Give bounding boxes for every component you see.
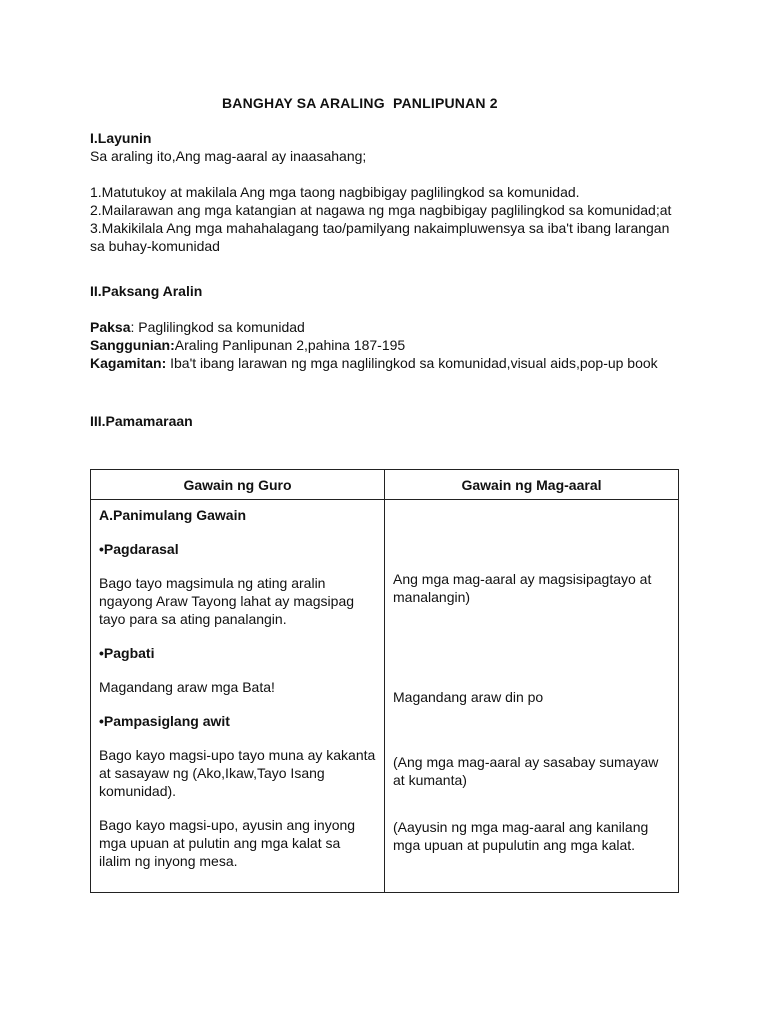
paksa-value: : Paglilingkod sa komunidad — [130, 319, 305, 335]
table-header-row — [91, 470, 679, 500]
magaaral-ayusin: (Aayusin ng mga mag-aaral ang kanilang mga upuan at pupulutin ang mga kalat. — [393, 819, 649, 853]
panimulang-heading: A.Panimulang Gawain — [99, 507, 247, 523]
table-body-row — [91, 500, 679, 893]
sanggunian-label: Sanggunian: — [90, 337, 175, 353]
sanggunian-line — [90, 336, 690, 354]
document-title: BANGHAY SA ARALING PANLIPUNAN 2 — [222, 95, 498, 111]
step-title-pagbati: •Pagbati — [99, 645, 155, 661]
step-title-awit: •Pampasiglang awit — [99, 713, 230, 729]
magaaral-pagdarasal: Ang mga mag-aaral ay magsisipagtayo at manalangin) — [393, 571, 652, 605]
kagamitan-line — [90, 354, 690, 372]
objective-item: 3.Makikilala Ang mga mahahalagang tao/pamilyang nakaimpluwensya sa iba't ibang larangan — [90, 220, 670, 236]
objective-item: sa buhay-komunidad — [90, 238, 220, 254]
kagamitan-label: Kagamitan: — [90, 355, 167, 371]
guro-ayusin: Bago kayo magsi-upo, ayusin ang inyong mga upuan at pulutin ang mga kalat sa ilalim ng inyong mesa. — [99, 817, 356, 869]
guro-pagdarasal: Bago tayo magsimula ng ating aralin ngayong Araw Tayong lahat ay magsipag tayo para sa ating panalangin. — [99, 575, 355, 627]
step-title-pagdarasal: •Pagdarasal — [99, 541, 179, 557]
objective-item: 2.Mailarawan ang mga katangian at nagawa ng mga nagbibigay paglilingkod sa komunidad;at — [90, 202, 672, 218]
pamamaraan-heading: III.Pamamaraan — [90, 413, 193, 429]
layunin-section — [90, 129, 690, 255]
magaaral-pagbati: Magandang araw din po — [393, 689, 544, 705]
magaaral-awit: (Ang mga mag-aaral ay sasabay sumayaw at kumanta) — [393, 754, 659, 788]
kagamitan-value: Iba't ibang larawan ng mga naglilingkod sa komunidad,visual aids,pop-up book — [166, 355, 658, 371]
layunin-intro: Sa araling ito,Ang mag-aaral ay inaasahang; — [90, 148, 367, 164]
guro-pagbati: Magandang araw mga Bata! — [99, 679, 275, 695]
guro-awit: Bago kayo magsi-upo tayo muna ay kakanta at sasayaw ng (Ako,Ikaw,Tayo Isang komunidad). — [99, 747, 376, 799]
header-guro: Gawain ng Guro — [91, 470, 385, 500]
paksa-label: Paksa — [90, 319, 131, 335]
lesson-table — [90, 469, 679, 893]
paksang-details — [90, 318, 690, 372]
paksang-aralin-heading: II.Paksang Aralin — [90, 283, 203, 299]
header-magaaral: Gawain ng Mag-aaral — [385, 470, 679, 500]
objective-item: 1.Matutukoy at makilala Ang mga taong nagbibigay paglilingkod sa komunidad. — [90, 184, 580, 200]
paksa-line — [90, 318, 690, 336]
magaaral-cell — [385, 500, 679, 893]
guro-cell — [91, 500, 385, 893]
sanggunian-value: Araling Panlipunan 2,pahina 187-195 — [174, 337, 406, 353]
layunin-heading: I.Layunin — [90, 130, 152, 146]
